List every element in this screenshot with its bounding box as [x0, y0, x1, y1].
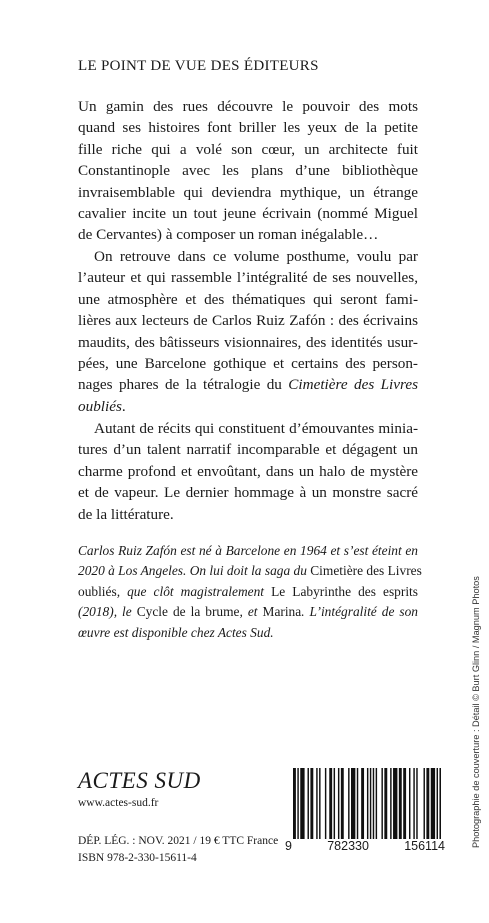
text-line: charme profond et envoûtant, dans un halo de mystère	[78, 462, 418, 480]
book-title: oubliés	[78, 583, 117, 599]
barcode-bar	[424, 768, 425, 840]
text-line: On retrouve dans ce volume posthume, voulu par	[94, 248, 418, 265]
text-fragment: nages phares de la tétralogie du	[78, 376, 282, 394]
barcode-bar	[338, 768, 339, 840]
photo-credit: Photographie de couverture : Détail © Burt Glinn / Magnum Photos	[471, 576, 481, 848]
barcode-bar	[310, 768, 313, 840]
text-fragment: , que clôt magistralement	[116, 583, 272, 599]
book-title: Cycle de la brume	[136, 604, 240, 620]
text-line: l’auteur et qui rassemble l’intégralité de ses nouvelles,	[78, 269, 418, 287]
barcode-bar	[393, 768, 397, 840]
barcode-bar	[297, 768, 298, 850]
barcode-bar	[384, 768, 387, 840]
barcode-bar	[348, 768, 349, 840]
barcode-bar	[416, 768, 417, 840]
text-line: Un gamin des rues découvre le pouvoir des mots	[78, 98, 418, 115]
barcode-bar	[367, 768, 368, 840]
barcode-bar	[351, 768, 355, 840]
series-title: Cimetière des Livres	[288, 376, 418, 394]
author-biography	[78, 541, 422, 643]
section-heading: LE POINT DE VUE DES ÉDITEURS	[78, 58, 319, 74]
summary-paragraph-3	[78, 418, 418, 525]
barcode-bar	[319, 768, 320, 840]
barcode-digit-group: 9	[285, 839, 292, 853]
summary-paragraph-2	[78, 246, 418, 417]
text-line: invraisemblable qui deviendra mythique, un étrange	[78, 183, 418, 201]
barcode-image	[289, 768, 441, 868]
text-line	[78, 561, 422, 581]
barcode-bar	[325, 768, 326, 840]
book-title: Marina	[262, 604, 302, 620]
text-fragment: 2020 à Los Angeles. On lui doit la saga du	[78, 563, 311, 579]
barcode-bar	[370, 768, 371, 840]
text-fragment: .	[121, 397, 126, 415]
text-line: œuvre est disponible chez Actes Sud.	[78, 624, 274, 640]
publisher-logo: ACTES SUD	[78, 768, 201, 793]
barcode-digit-group: 156114	[404, 839, 445, 853]
barcode-bar	[381, 768, 382, 850]
barcode-bar	[439, 768, 441, 840]
text-line: maudits, des bâtisseurs visionnaires, des identités usur-	[78, 333, 418, 351]
legal-info	[78, 833, 278, 867]
barcode-bar	[316, 768, 317, 840]
barcode-bar	[341, 768, 344, 840]
text-line	[78, 396, 418, 417]
text-line: de la littérature.	[78, 505, 174, 523]
text-line	[78, 582, 418, 602]
book-title: Le Labyrinthe des esprits	[271, 583, 418, 599]
barcode-number	[285, 839, 445, 853]
text-fragment: . L’intégralité de son	[301, 604, 418, 620]
barcode-bar	[403, 768, 406, 840]
barcode-bar	[390, 768, 391, 840]
text-line	[78, 374, 418, 395]
summary-paragraph-1	[78, 96, 418, 246]
text-line: lières aux lecteurs de Carlos Ruiz Zafón : des écrivains	[78, 312, 418, 330]
barcode-bar	[334, 768, 335, 840]
isbn: ISBN 978-2-330-15611-4	[78, 852, 197, 864]
barcode-bar	[413, 768, 414, 840]
text-line: Carlos Ruiz Zafón est né à Barcelone en 1964 et s’est éteint en	[78, 543, 418, 558]
book-title: Cimetière des Livres	[310, 563, 422, 579]
barcode-bar	[293, 768, 296, 850]
text-fragment: , et	[239, 604, 263, 620]
barcode-bar	[300, 768, 304, 840]
barcode-bar	[431, 768, 435, 840]
barcode-bar	[308, 768, 309, 840]
text-line: tures d’un talent narratif incomparable et dégagent un	[78, 441, 418, 459]
text-line: cavalier incite un tout jeune écrivain (nommé Miguel	[78, 205, 418, 223]
text-line: une atmosphère et des thématiques qui seront fami-	[78, 290, 418, 308]
text-line: pées, une Barcelone gothique et certains des person-	[78, 355, 418, 373]
text-line: Constantinople avec les plans d’une bibliothèque	[78, 162, 418, 180]
text-line: et de vapeur. Le dernier hommage à un monstre sacré	[78, 484, 418, 502]
barcode-bars	[289, 768, 441, 868]
barcode-bar	[399, 768, 402, 840]
barcode-digit-group: 782330	[327, 839, 369, 853]
barcode-bar	[376, 768, 377, 850]
text-line	[78, 602, 418, 622]
barcode-bar	[437, 768, 438, 840]
publisher-website: www.actes-sud.fr	[78, 797, 159, 809]
text-fragment: (2018), le	[78, 604, 137, 620]
text-line: de Cervantes) à composer un roman inégalable…	[78, 226, 379, 244]
barcode-bar	[426, 768, 429, 840]
barcode-bar	[409, 768, 410, 840]
barcode-bar	[329, 768, 332, 840]
text-line: quand ses histoires font briller les yeux de la petite	[78, 119, 418, 137]
text-line: fille riche qui a volé son cœur, un architecte fuit	[78, 140, 418, 158]
barcode-bar	[373, 768, 374, 840]
series-title: oubliés	[78, 397, 122, 415]
barcode-bar	[357, 768, 358, 840]
text-line: Autant de récits qui constituent d’émouvantes minia-	[94, 420, 418, 437]
legal-deposit-price: DÉP. LÉG. : NOV. 2021 / 19 € TTC France	[78, 835, 279, 847]
barcode-bar	[361, 768, 364, 840]
